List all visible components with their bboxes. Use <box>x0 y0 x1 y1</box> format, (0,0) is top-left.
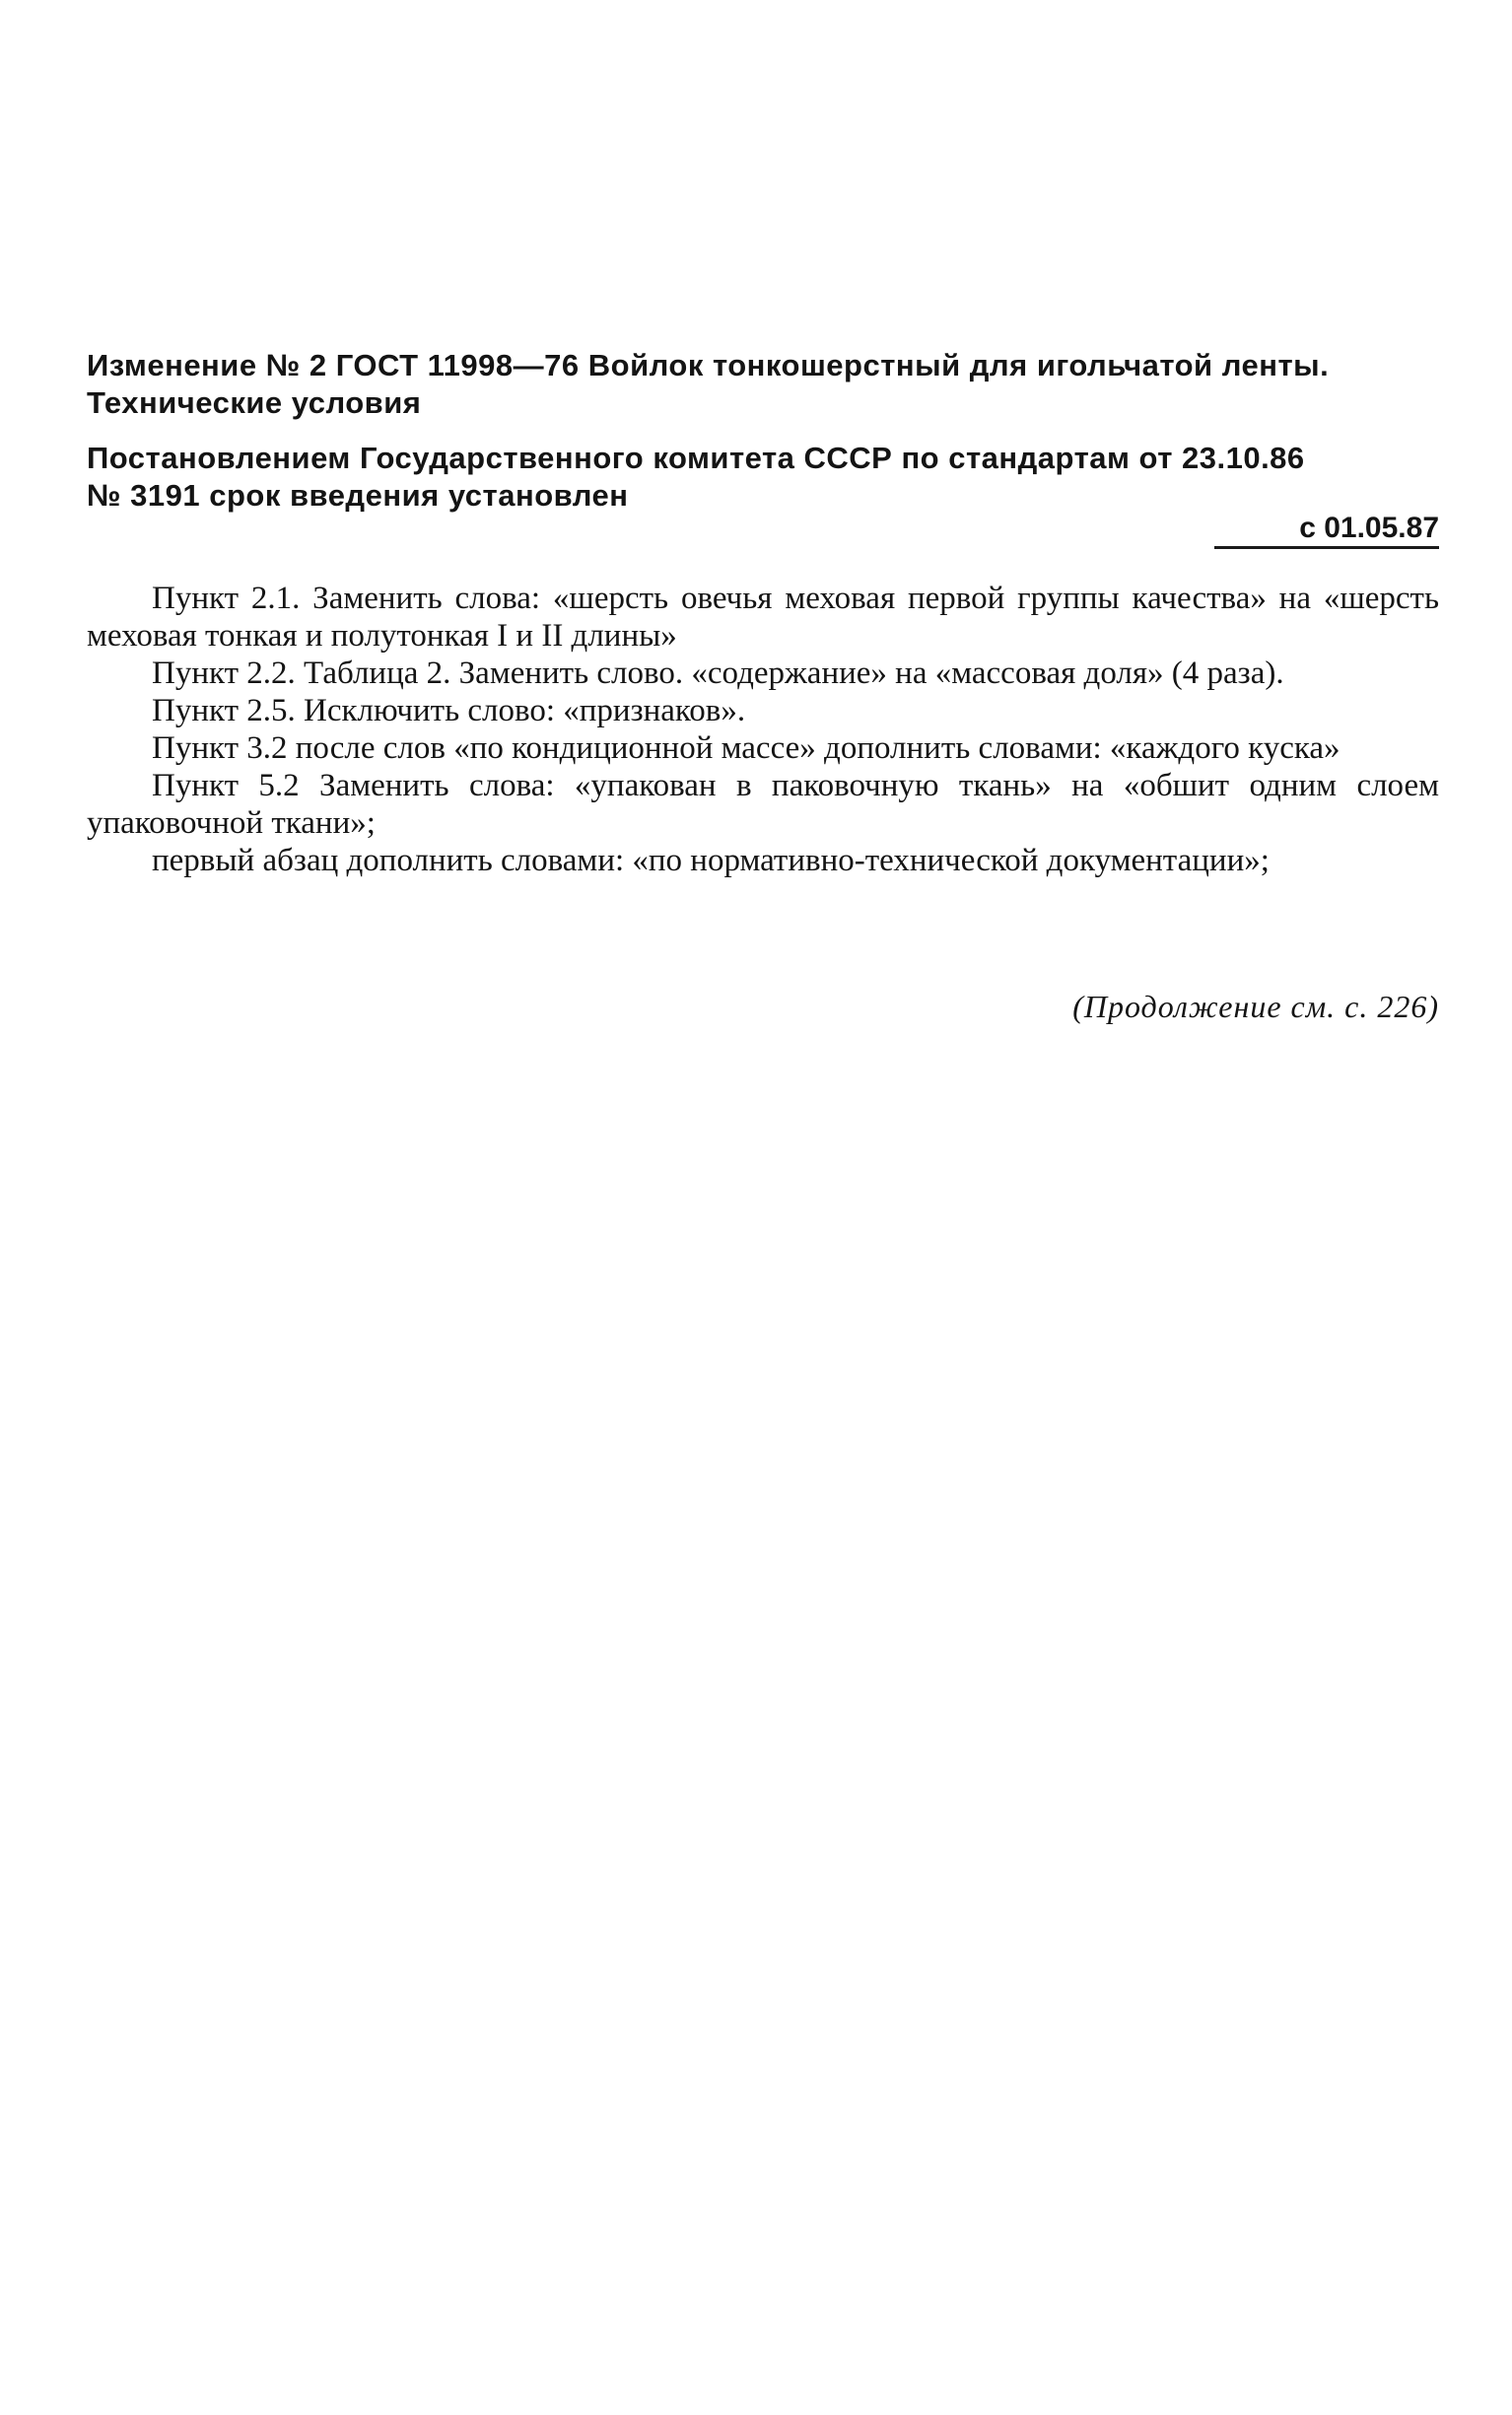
decree-line1: Постановлением Государственного комитета СССР по стандартам от 23.10.86 <box>87 441 1305 475</box>
amendment-title-line1 <box>87 347 1439 384</box>
continuation-note: (Продолжение см. с. 226) <box>1072 989 1439 1024</box>
paragraph-item-2-5: Пункт 2.5. Исключить слово: «признаков». <box>152 693 746 728</box>
amendment-title-text: Изменение № 2 ГОСТ 11998—76 Войлок тонкошерстный для игольчатой ленты. <box>87 348 1330 382</box>
amendment-body <box>87 580 1439 879</box>
paragraph-item-5-2: Пункт 5.2 Заменить слова: «упакован в паковочную ткань» на «обшит одним слоем упаковочной ткани»; <box>87 768 1439 841</box>
paragraph-item-2-2: Пункт 2.2. Таблица 2. Заменить слово. «содержание» на «массовая доля» (4 раза). <box>152 656 1284 691</box>
amendment-header <box>87 347 1439 422</box>
effective-date: с 01.05.87 <box>1214 511 1439 549</box>
decree-line2: № 3191 срок введения установлен <box>87 478 629 513</box>
decree-block <box>87 440 1439 515</box>
paragraph-item-2-1: Пункт 2.1. Заменить слова: «шерсть овечья меховая первой группы качества» на «шерсть меховая тонкая и полутонкая I и II длины» <box>87 581 1439 654</box>
paragraph-first-abzac: первый абзац дополнить словами: «по нормативно-технической документации»; <box>152 843 1270 878</box>
paragraph-item-3-2: Пункт 3.2 после слов «по кондиционной массе» дополнить словами: «каждого куска» <box>152 730 1340 766</box>
amendment-title-line2: Технические условия <box>87 385 422 420</box>
